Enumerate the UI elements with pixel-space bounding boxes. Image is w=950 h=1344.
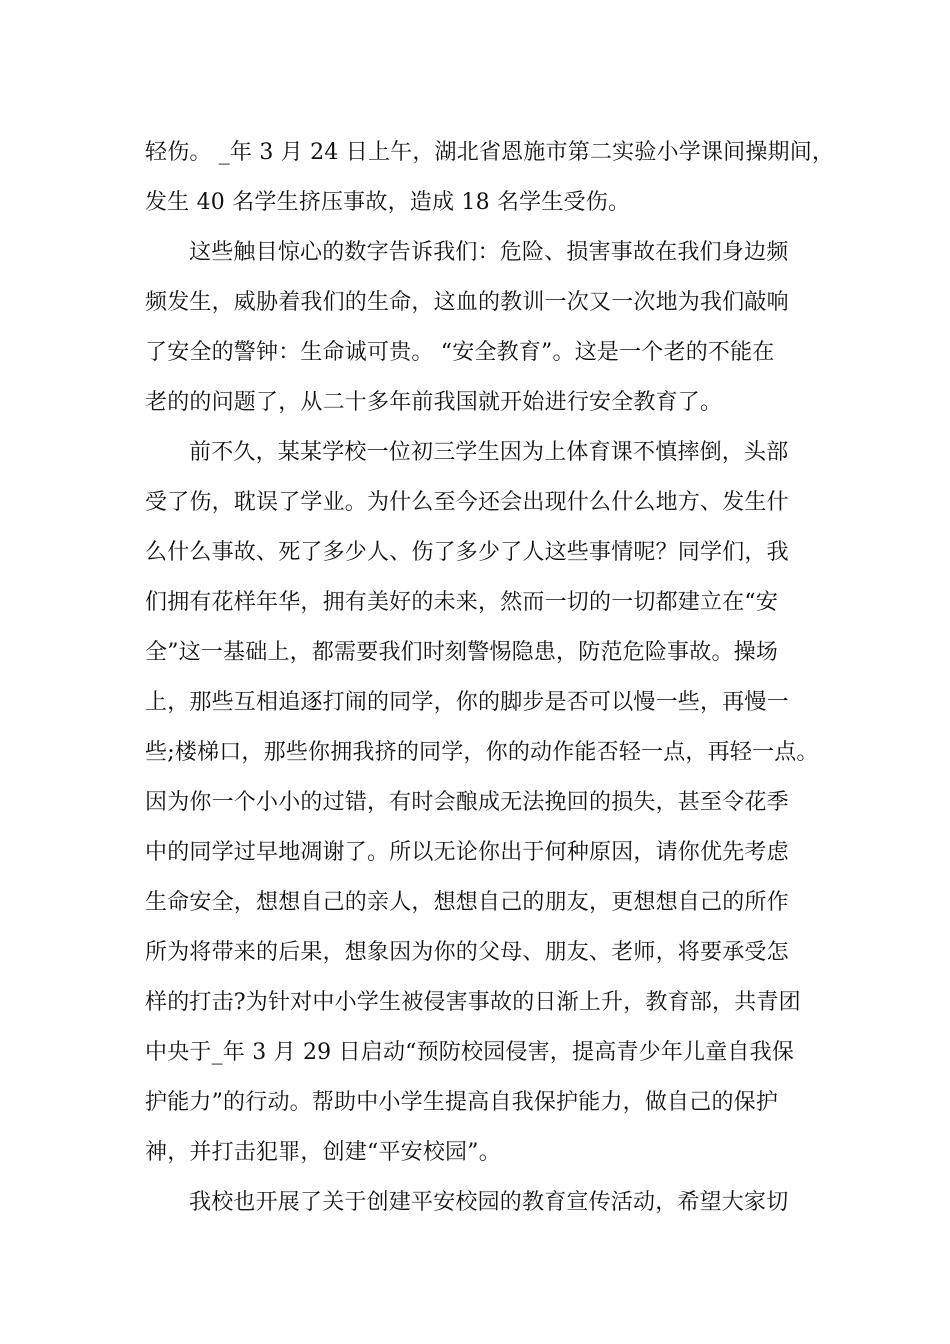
text-line: 频发生，威胁着我们的生命，这血的教训一次又一次地为我们敲响 bbox=[145, 290, 789, 315]
paragraph-2 bbox=[145, 228, 825, 428]
text-line: 们拥有花样年华，拥有美好的未来，然而一切的一切都建立在“安 bbox=[145, 590, 779, 615]
paragraph-3 bbox=[145, 428, 825, 1178]
text-line: 上，那些互相追逐打闹的同学，你的脚步是否可以慢一些，再慢一 bbox=[145, 690, 789, 715]
text-line: 护能力”的行动。帮助中小学生提高自我保护能力，做自己的保护 bbox=[145, 1090, 779, 1115]
text-line: 生命安全，想想自己的亲人，想想自己的朋友，更想想自己的所作 bbox=[145, 890, 789, 915]
text-line: 中央于_年 3 月 29 日启动“预防校园侵害，提高青少年儿童自我保 bbox=[145, 1040, 795, 1065]
text-line: 发生 40 名学生挤压事故，造成 18 名学生受伤。 bbox=[145, 190, 631, 215]
text-line: 些;楼梯口，那些你拥我挤的同学，你的动作能否轻一点，再轻一点。 bbox=[145, 740, 819, 765]
text-line: 这些触目惊心的数字告诉我们：危险、损害事故在我们身边频 bbox=[189, 240, 789, 265]
text-line: 了安全的警钟：生命诚可贵。 “安全教育”。这是一个老的不能在 bbox=[145, 340, 775, 365]
document-body bbox=[145, 128, 835, 1228]
text-line: 我校也开展了关于创建平安校园的教育宣传活动，希望大家切 bbox=[189, 1190, 789, 1215]
text-line: 中的同学过早地凋谢了。所以无论你出于何种原因，请你优先考虑 bbox=[145, 840, 789, 865]
text-line: 前不久，某某学校一位初三学生因为上体育课不慎摔倒，头部 bbox=[189, 440, 789, 465]
paragraph-1 bbox=[145, 128, 835, 228]
text-line: 老的的问题了，从二十多年前我国就开始进行安全教育了。 bbox=[145, 390, 723, 415]
paragraph-4 bbox=[145, 1178, 825, 1228]
text-line: 神，并打击犯罪，创建“平安校园”。 bbox=[145, 1140, 501, 1165]
text-line: 轻伤。 _年 3 月 24 日上午，湖北省恩施市第二实验小学课间操期间， bbox=[145, 140, 835, 165]
text-line: 全”这一基础上，都需要我们时刻警惕隐患，防范危险事故。操场 bbox=[145, 640, 779, 665]
text-line: 所为将带来的后果，想象因为你的父母、朋友、老师，将要承受怎 bbox=[145, 940, 789, 965]
text-line: 样的打击?为针对中小学生被侵害事故的日渐上升，教育部，共青团 bbox=[145, 990, 801, 1015]
text-line: 受了伤，耽误了学业。为什么至今还会出现什么什么地方、发生什 bbox=[145, 490, 789, 515]
text-line: 因为你一个小小的过错，有时会酿成无法挽回的损失，甚至令花季 bbox=[145, 790, 789, 815]
text-line: 么什么事故、死了多少人、伤了多少了人这些事情呢？同学们，我 bbox=[145, 540, 789, 565]
